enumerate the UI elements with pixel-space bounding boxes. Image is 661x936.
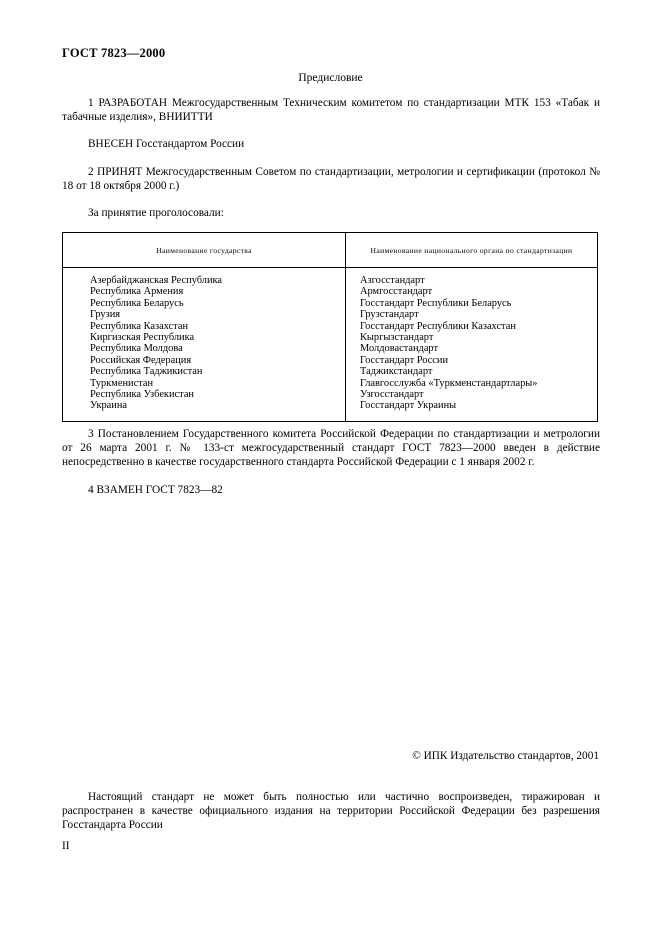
list-item: Грузстандарт bbox=[360, 309, 419, 321]
list-item: Республика Узбекистан bbox=[90, 389, 194, 401]
list-item: Госстандарт Республики Казахстан bbox=[360, 320, 516, 332]
list-item: Азгосстандарт bbox=[360, 275, 425, 286]
list-item: Киргизская Республика bbox=[90, 332, 195, 344]
list-item: Госстандарт России bbox=[360, 354, 449, 366]
states-cell bbox=[63, 268, 346, 422]
list-item: Молдовастандарт bbox=[360, 343, 439, 355]
column-header-state: Наименование государства bbox=[63, 233, 346, 268]
list-item: Госстандарт Украины bbox=[360, 400, 457, 412]
vote-table-container bbox=[62, 232, 598, 422]
table-row bbox=[63, 268, 598, 422]
column-header-body: Наименование национального органа по стандартизации bbox=[346, 233, 598, 268]
list-item: Республика Таджикистан bbox=[90, 366, 203, 378]
bodies-list bbox=[346, 275, 597, 412]
list-item: Таджикстандарт bbox=[360, 366, 433, 378]
page-number: II bbox=[62, 840, 70, 852]
section-title: Предисловие bbox=[298, 72, 363, 84]
list-item: Республика Молдова bbox=[90, 343, 183, 355]
list-item: Украина bbox=[90, 400, 128, 412]
list-item: Армгосстандарт bbox=[360, 286, 433, 298]
list-item: Республика Беларусь bbox=[90, 297, 184, 309]
post-table-content-block bbox=[62, 427, 600, 497]
list-item: Российская Федерация bbox=[90, 354, 192, 366]
list-item: Госстандарт Республики Беларусь bbox=[360, 297, 512, 309]
list-item: Республика Казахстан bbox=[90, 320, 189, 332]
preface-content-block bbox=[62, 96, 600, 220]
list-item: Кыргызстандарт bbox=[360, 332, 434, 344]
paragraph-developed-by: 1 РАЗРАБОТАН Межгосударственным Техническим комитетом по стандартизации МТК 153 «Табак и табачные изделия», ВНИИТТИ bbox=[62, 97, 600, 124]
bodies-cell bbox=[346, 268, 598, 422]
paragraph-enacted-by: 3 Постановлением Государственного комитета Российской Федерации по стандартизации и метрологии от 26 марта 2001 г. № 133-ст межгосударственный стандарт ГОСТ 7823—2000 введен в действие непосредственно в качестве государственного стандарта Российской Федерации с 1 января 2002 г. bbox=[62, 428, 600, 469]
vote-table bbox=[62, 232, 598, 422]
paragraph-submitted-by: ВНЕСЕН Госстандартом России bbox=[88, 138, 245, 151]
list-item: Туркменистан bbox=[90, 377, 154, 389]
paragraph-voted-for: За принятие проголосовали: bbox=[88, 207, 224, 220]
list-item: Грузия bbox=[90, 309, 121, 321]
paragraph-replaces: 4 ВЗАМЕН ГОСТ 7823—82 bbox=[88, 483, 223, 496]
standard-code-header: ГОСТ 7823—2000 bbox=[62, 46, 166, 60]
reproduction-notice-block bbox=[62, 790, 600, 833]
states-list bbox=[63, 275, 345, 412]
table-header-row bbox=[63, 233, 598, 268]
reproduction-notice: Настоящий стандарт не может быть полностью или частично воспроизведен, тиражирован и распространен в качестве официального издания на территории Российской Федерации без разрешения Госстандарта России bbox=[62, 791, 600, 832]
paragraph-adopted-by: 2 ПРИНЯТ Межгосударственным Советом по стандартизации, метрологии и сертификации (протокол № 18 от 18 октября 2000 г.) bbox=[62, 165, 600, 192]
list-item: Главгосслужба «Туркменстандартлары» bbox=[360, 377, 538, 389]
copyright-line: © ИПК Издательство стандартов, 2001 bbox=[412, 750, 599, 762]
list-item: Азербайджанская Республика bbox=[90, 275, 223, 286]
list-item: Республика Армения bbox=[90, 286, 184, 298]
list-item: Узгосстандарт bbox=[360, 389, 424, 401]
